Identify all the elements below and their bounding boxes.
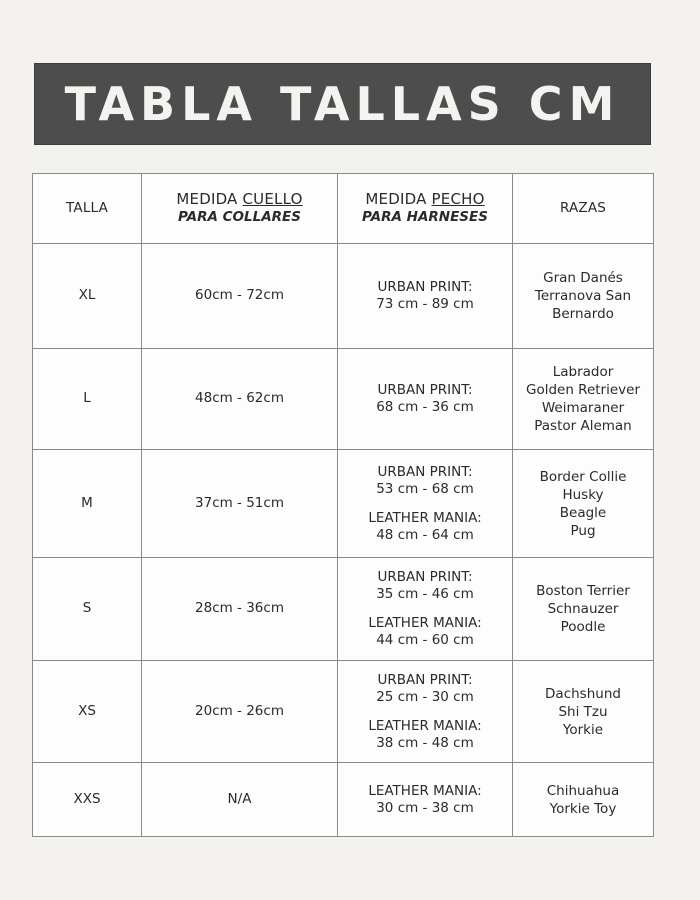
breeds-cell [513, 558, 654, 661]
size-cell: XS [33, 661, 142, 763]
header-cuello-sub: PARA COLLARES [177, 209, 302, 226]
header-razas: RAZAS [513, 174, 654, 244]
breed-name: Boston Terrier [536, 583, 630, 599]
size-cell: L [33, 349, 142, 450]
breed-name: Yorkie Toy [549, 800, 617, 817]
header-cuello [142, 174, 338, 244]
header-pecho [338, 174, 513, 244]
urban-print-value: 25 cm - 30 cm [376, 688, 474, 705]
header-pecho-word: PECHO [431, 189, 485, 208]
breed-name: Husky [562, 486, 604, 503]
breeds-cell [513, 763, 654, 837]
leather-mania-value: 38 cm - 48 cm [376, 734, 474, 751]
urban-print-label: URBAN PRINT: [377, 279, 473, 295]
leather-mania-block [338, 783, 512, 817]
urban-print-block [338, 279, 512, 313]
harness-cell [338, 349, 513, 450]
urban-print-value: 35 cm - 46 cm [376, 586, 474, 602]
table-row [33, 661, 654, 763]
header-pecho-prefix: MEDIDA [365, 189, 432, 208]
table-row [33, 244, 654, 349]
breed-name: Poodle [560, 619, 606, 635]
breed-name: Yorkie [562, 721, 604, 738]
size-cell: S [33, 558, 142, 661]
leather-mania-label: LEATHER MANIA: [368, 717, 482, 734]
urban-print-block [338, 569, 512, 603]
urban-print-value: 73 cm - 89 cm [376, 296, 474, 312]
neck-cell: 60cm - 72cm [142, 244, 338, 349]
breed-name: Schnauzer [547, 601, 619, 617]
header-cuello-prefix: MEDIDA [176, 189, 243, 208]
page-title: TABLA TALLAS CM [64, 77, 621, 131]
urban-print-block [338, 672, 512, 706]
breed-name: Terranova San [534, 288, 632, 304]
header-pecho-sub: PARA HARNESES [362, 209, 488, 226]
breeds-cell [513, 244, 654, 349]
header-talla: TALLA [33, 174, 142, 244]
harness-cell [338, 661, 513, 763]
urban-print-value: 53 cm - 68 cm [376, 480, 474, 497]
harness-cell [338, 558, 513, 661]
leather-mania-value: 44 cm - 60 cm [376, 632, 474, 648]
leather-mania-value: 48 cm - 64 cm [376, 526, 474, 543]
urban-print-label: URBAN PRINT: [377, 671, 473, 688]
harness-cell [338, 450, 513, 558]
breed-name: Bernardo [552, 306, 614, 322]
size-cell: M [33, 450, 142, 558]
urban-print-label: URBAN PRINT: [377, 382, 473, 398]
harness-cell [338, 763, 513, 837]
title-banner [34, 63, 651, 145]
breed-name: Gran Danés [543, 270, 623, 286]
breed-name: Chihuahua [546, 782, 620, 799]
leather-mania-label: LEATHER MANIA: [368, 615, 482, 631]
urban-print-label: URBAN PRINT: [377, 463, 473, 480]
size-cell: XXS [33, 763, 142, 837]
breed-name: Shi Tzu [558, 703, 608, 720]
breeds-cell [513, 349, 654, 450]
breeds-cell [513, 450, 654, 558]
header-cuello-word: CUELLO [242, 189, 303, 208]
urban-print-block [338, 464, 512, 498]
harness-cell [338, 244, 513, 349]
neck-cell: 20cm - 26cm [142, 661, 338, 763]
leather-mania-value: 30 cm - 38 cm [376, 799, 474, 816]
size-table [32, 173, 654, 837]
header-row [33, 174, 654, 244]
breed-name: Beagle [559, 504, 607, 521]
urban-print-label: URBAN PRINT: [377, 569, 473, 585]
breed-name: Weimaraner [541, 400, 625, 416]
neck-cell: N/A [142, 763, 338, 837]
urban-print-block [338, 382, 512, 416]
breed-name: Golden Retriever [525, 382, 641, 398]
breed-name: Pastor Aleman [534, 418, 632, 434]
leather-mania-block [338, 718, 512, 752]
table-row [33, 450, 654, 558]
table-row [33, 558, 654, 661]
breeds-cell [513, 661, 654, 763]
table-row [33, 763, 654, 837]
breed-name: Labrador [552, 364, 614, 380]
leather-mania-label: LEATHER MANIA: [368, 509, 482, 526]
breed-name: Dachshund [545, 685, 621, 702]
neck-cell: 28cm - 36cm [142, 558, 338, 661]
leather-mania-block [338, 615, 512, 649]
breed-name: Pug [570, 522, 596, 539]
leather-mania-label: LEATHER MANIA: [368, 782, 482, 799]
size-cell: XL [33, 244, 142, 349]
leather-mania-block [338, 510, 512, 544]
neck-cell: 48cm - 62cm [142, 349, 338, 450]
table-row [33, 349, 654, 450]
urban-print-value: 68 cm - 36 cm [376, 399, 474, 415]
breed-name: Border Collie [539, 468, 627, 485]
neck-cell: 37cm - 51cm [142, 450, 338, 558]
